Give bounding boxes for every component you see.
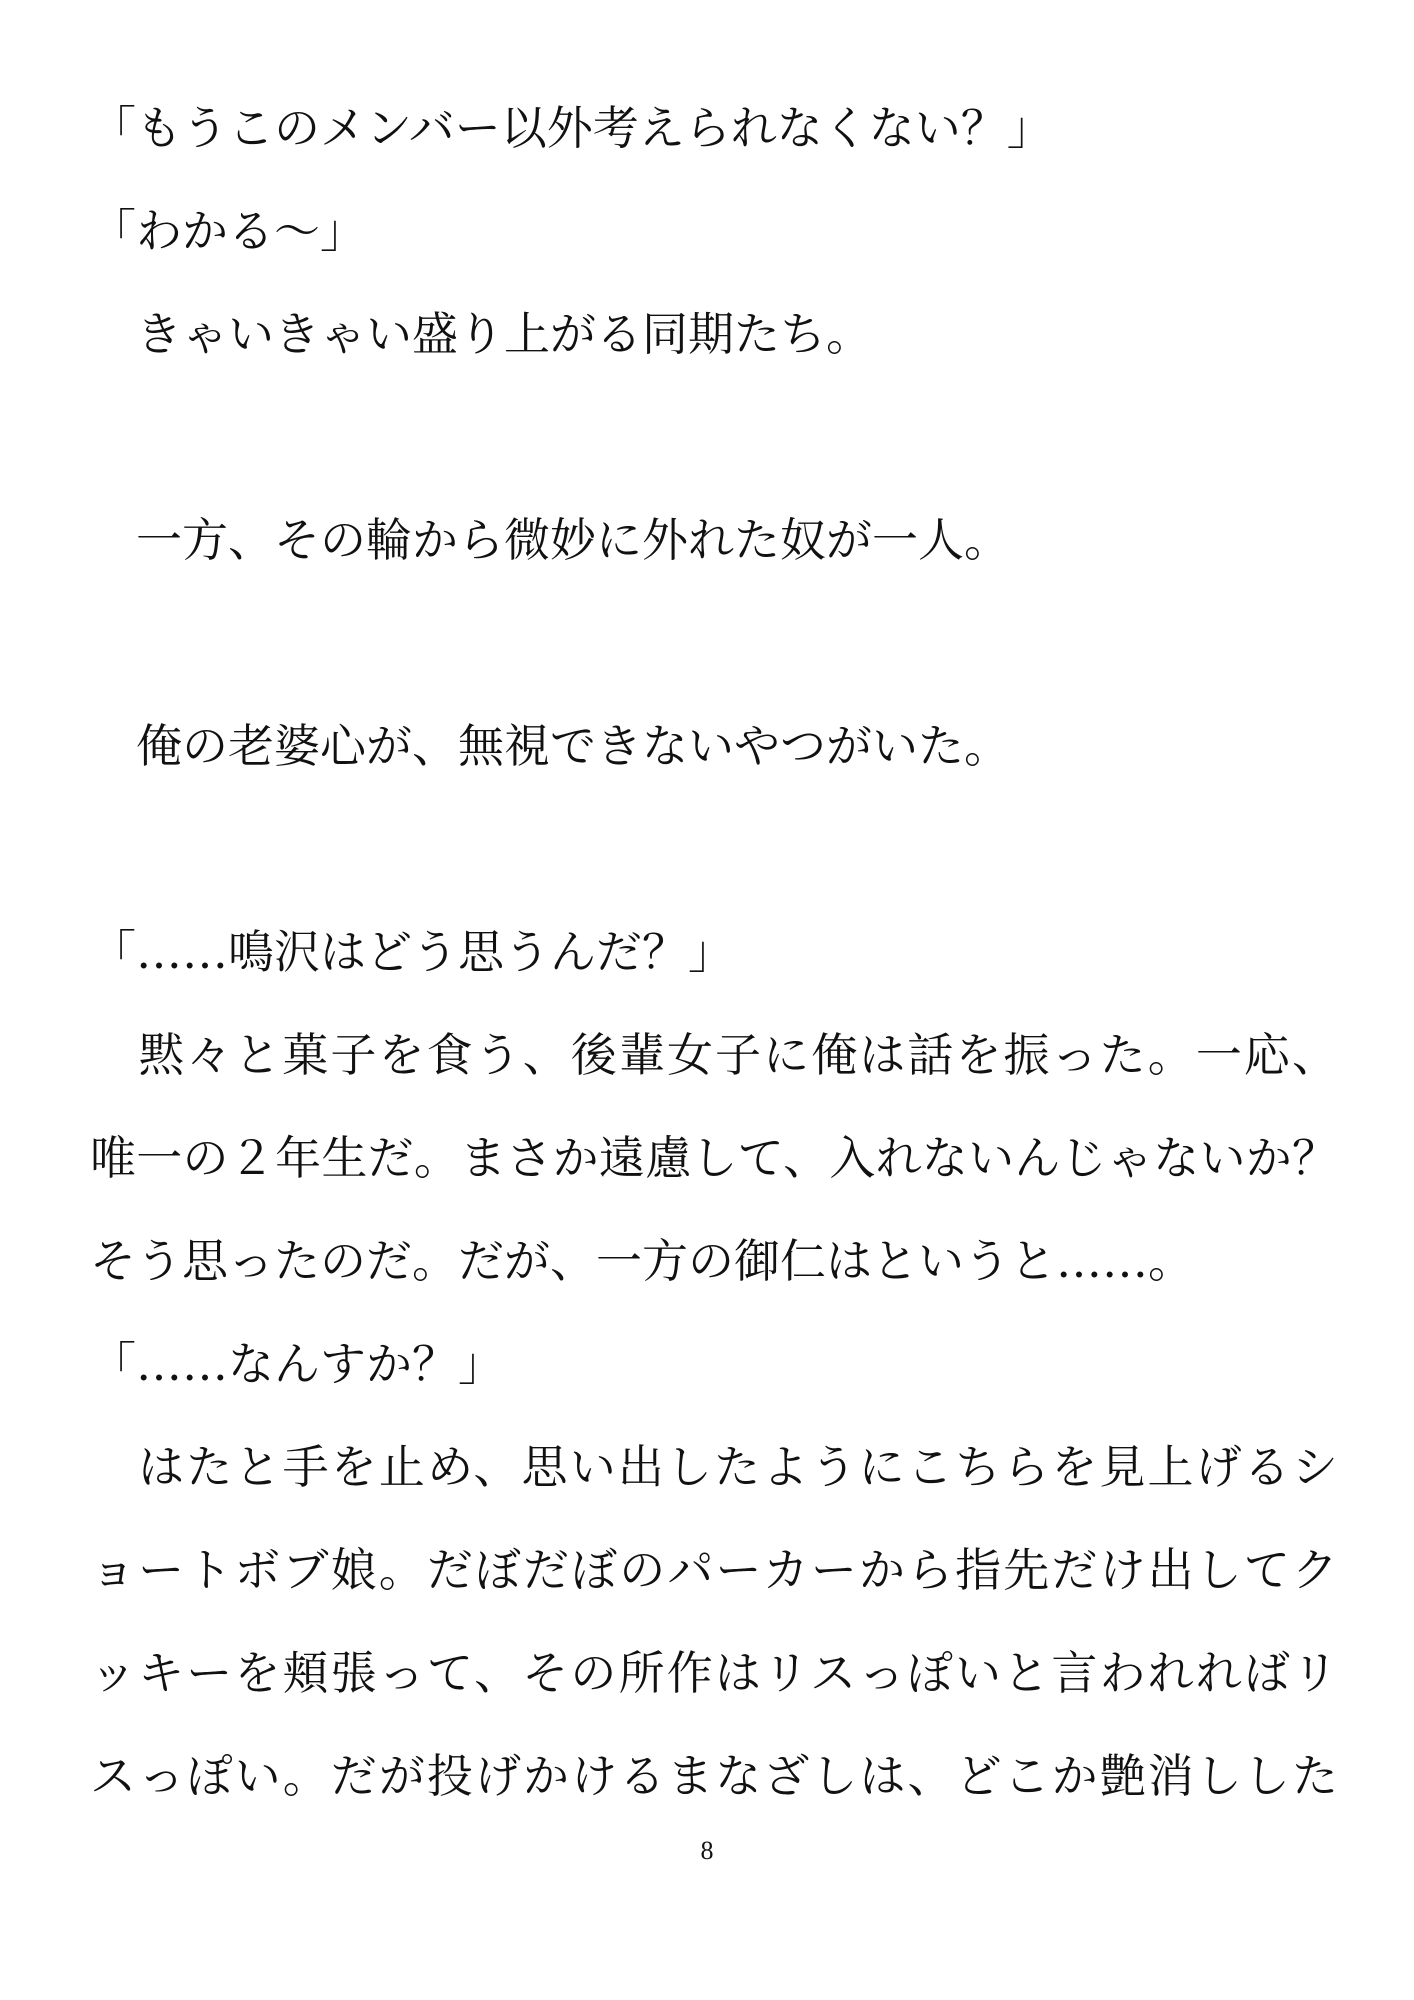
narration-line: ッキーを頬張って、その所作はリスっぽいと言われればリ [90, 1646, 1338, 1700]
text-body [90, 77, 1338, 1828]
narration-line: 唯一の２年生だ。まさか遠慮して、入れないんじゃないか？ [90, 1131, 1338, 1185]
blank-line [90, 386, 1338, 489]
narration-line: 一方、その輪から微妙に外れた奴が一人。 [90, 513, 1010, 567]
page-number: 8 [700, 1836, 714, 1865]
dialogue-line: 「わかる～」 [90, 204, 366, 258]
dialogue-line: 「もうこのメンバー以外考えられなくない？」 [90, 101, 1053, 155]
narration-line: そう思ったのだ。だが、一方の御仁はというと……。 [90, 1234, 1194, 1288]
blank-line [90, 592, 1338, 695]
dialogue-line: 「……鳴沢はどう思うんだ？」 [90, 925, 734, 979]
narration-line: 俺の老婆心が、無視できないやつがいた。 [90, 719, 1010, 773]
dialogue-line: 「……なんすか？」 [90, 1337, 504, 1391]
narration-line: スっぽい。だが投げかけるまなざしは、どこか艶消しした [90, 1749, 1338, 1803]
narration-line: ョートボブ娘。だぼだぼのパーカーから指先だけ出してク [90, 1543, 1338, 1597]
narration-line: 黙々と菓子を食う、後輩女子に俺は話を振った。一応、 [90, 1028, 1338, 1082]
narration-line: はたと手を止め、思い出したようにこちらを見上げるシ [90, 1440, 1338, 1494]
blank-line [90, 798, 1338, 901]
narration-line: きゃいきゃい盛り上がる同期たち。 [90, 307, 872, 361]
